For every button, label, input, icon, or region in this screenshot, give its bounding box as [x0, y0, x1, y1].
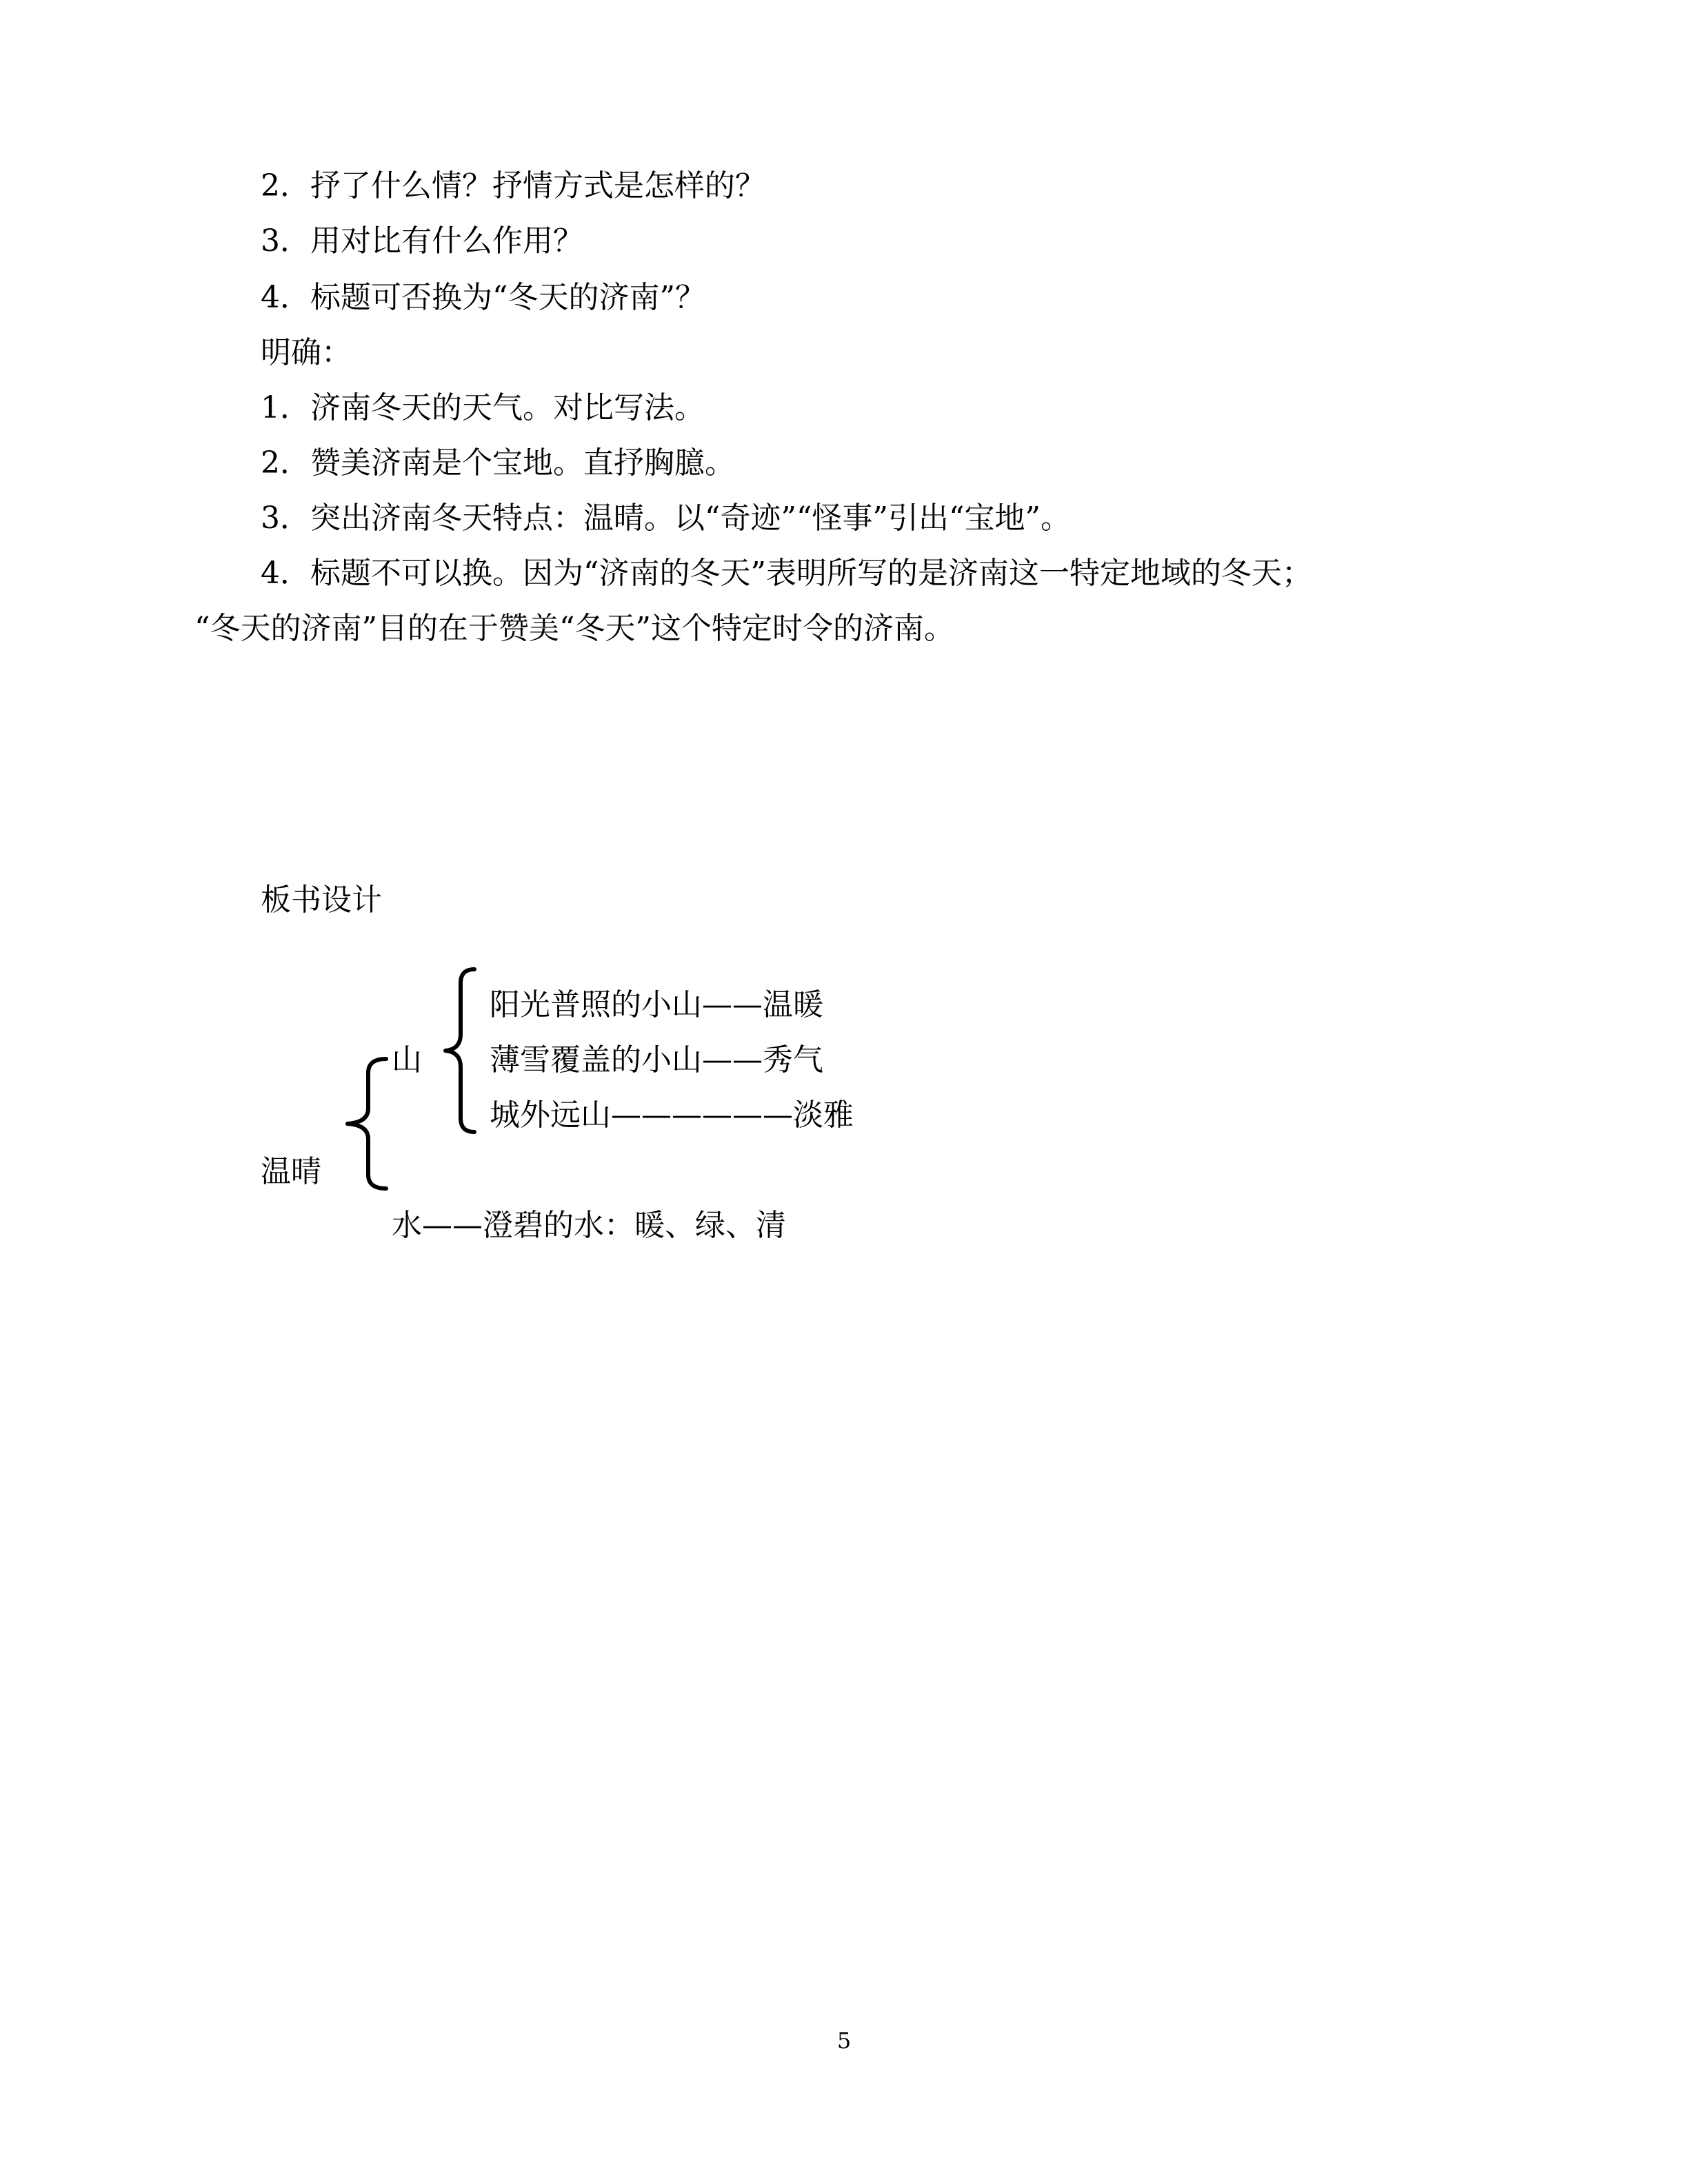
answer-1: 1．济南冬天的天气。对比写法。: [261, 390, 705, 425]
page-number: 5: [836, 2028, 852, 2054]
water-item: 水——澄碧的水：暖、绿、清: [392, 1208, 786, 1243]
root-label: 温晴: [261, 1154, 321, 1189]
ming-que-label: 明确：: [261, 335, 352, 370]
question-2: 2．抒了什么情？抒情方式是怎样的？: [261, 168, 765, 203]
mountain-item-3: 城外远山——————淡雅: [490, 1098, 854, 1133]
answer-3: 3．突出济南冬天特点：温晴。以“奇迹”“怪事”引出“宝地”。: [261, 501, 1071, 536]
answer-4-line-1: 4．标题不可以换。因为“济南的冬天”表明所写的是济南这一特定地域的冬天；: [261, 556, 1312, 591]
board-design-title: 板书设计: [261, 882, 382, 918]
question-3: 3．用对比有什么作用？: [261, 223, 583, 259]
mountain-item-2: 薄雪覆盖的小山——秀气: [490, 1042, 823, 1078]
mountain-brace-icon: [439, 965, 480, 1138]
answer-4-line-2: “冬天的济南”目的在于赞美“冬天”这个特定时令的济南。: [194, 611, 954, 646]
answer-2: 2．赞美济南是个宝地。直抒胸臆。: [261, 445, 735, 481]
root-brace-icon: [338, 1055, 393, 1193]
question-4: 4．标题可否换为“冬天的济南”？: [261, 280, 705, 315]
mountain-item-1: 阳光普照的小山——温暖: [490, 987, 823, 1022]
mountain-label: 山: [392, 1042, 422, 1078]
